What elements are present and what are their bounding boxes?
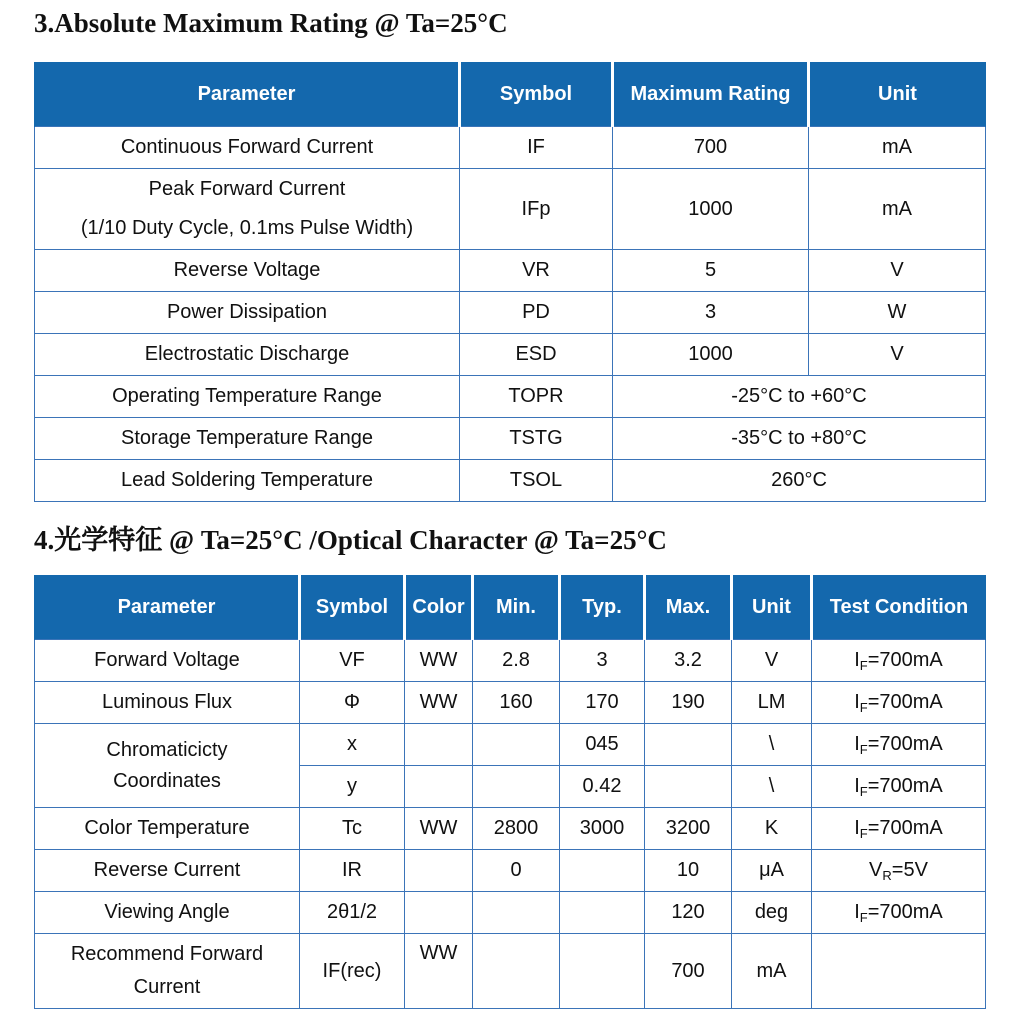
absolute-maximum-rating-table [34, 62, 986, 502]
unit-cell: \ [732, 766, 812, 808]
typ-cell [560, 934, 645, 1009]
typ-cell [560, 850, 645, 892]
parameter-cell: Reverse Voltage [35, 250, 460, 292]
column-header-symbol: Symbol [460, 63, 613, 127]
typ-cell: 3 [560, 640, 645, 682]
column-header-unit: Unit [809, 63, 986, 127]
parameter-cell: Color Temperature [35, 808, 300, 850]
table-row [35, 724, 986, 766]
rating-cell: 1000 [613, 169, 809, 250]
column-header-parameter: Parameter [35, 576, 300, 640]
test-condition-cell: $I_F=700mA$ [812, 724, 986, 766]
table-row [35, 418, 986, 460]
typ-cell: 3000 [560, 808, 645, 850]
rating-cell: 700 [613, 127, 809, 169]
parameter-line-2: Coordinates [113, 769, 221, 792]
symbol-cell: VF [300, 640, 405, 682]
table-row [35, 376, 986, 418]
table-header-row [35, 63, 986, 127]
test-condition-cell: $I_F=700mA$ [812, 640, 986, 682]
column-header-unit: Unit [732, 576, 812, 640]
rating-cell: 1000 [613, 334, 809, 376]
symbol-cell: 2θ1/2 [300, 892, 405, 934]
symbol-cell: IFp [460, 169, 613, 250]
parameter-line-1: Recommend Forward [70, 943, 264, 965]
table-row [35, 250, 986, 292]
table-row [35, 682, 986, 724]
parameter-cell: Continuous Forward Current [35, 127, 460, 169]
rating-cell: 3 [613, 292, 809, 334]
unit-cell: deg [732, 892, 812, 934]
parameter-cell [35, 724, 300, 808]
symbol-cell: TSOL [460, 460, 613, 502]
rating-cell: -25°C to +60°C [613, 376, 986, 418]
column-header-maximum-rating: Maximum Rating [613, 63, 809, 127]
parameter-cell [35, 169, 460, 250]
unit-cell: LM [732, 682, 812, 724]
unit-cell: μA [732, 850, 812, 892]
max-cell [645, 766, 732, 808]
table-row [35, 127, 986, 169]
color-cell: WW [405, 640, 473, 682]
min-cell [473, 892, 560, 934]
typ-cell: 0.42 [560, 766, 645, 808]
test-condition-cell: $I_F=700mA$ [812, 808, 986, 850]
symbol-cell: ESD [460, 334, 613, 376]
table-row [35, 892, 986, 934]
typ-cell: 045 [560, 724, 645, 766]
table-row [35, 169, 986, 250]
symbol-cell: Φ [300, 682, 405, 724]
max-cell [645, 724, 732, 766]
table-row [35, 934, 986, 1009]
color-cell [405, 892, 473, 934]
parameter-cell: Storage Temperature Range [35, 418, 460, 460]
symbol-cell: IR [300, 850, 405, 892]
color-cell [405, 766, 473, 808]
min-cell: 0 [473, 850, 560, 892]
optical-character-table [34, 575, 986, 1009]
color-cell [405, 850, 473, 892]
table-row [35, 292, 986, 334]
color-cell: WW [405, 934, 473, 1009]
color-cell: WW [405, 808, 473, 850]
parameter-line-2: (1/10 Duty Cycle, 0.1ms Pulse Width) [80, 217, 414, 239]
unit-cell: mA [732, 934, 812, 1009]
table-row [35, 808, 986, 850]
column-header-parameter: Parameter [35, 63, 460, 127]
test-condition-cell: $I_F=700mA$ [812, 892, 986, 934]
unit-cell: mA [809, 169, 986, 250]
max-cell: 120 [645, 892, 732, 934]
column-header-min: Min. [473, 576, 560, 640]
symbol-cell: Tc [300, 808, 405, 850]
table-row [35, 460, 986, 502]
parameter-cell: Power Dissipation [35, 292, 460, 334]
parameter-cell: Electrostatic Discharge [35, 334, 460, 376]
unit-cell: W [809, 292, 986, 334]
parameter-cell: Reverse Current [35, 850, 300, 892]
rating-cell: 260°C [613, 460, 986, 502]
symbol-cell: PD [460, 292, 613, 334]
parameter-cell: Lead Soldering Temperature [35, 460, 460, 502]
test-condition-cell: $I_F=700mA$ [812, 682, 986, 724]
rating-cell: 5 [613, 250, 809, 292]
unit-cell: V [809, 250, 986, 292]
typ-cell: 170 [560, 682, 645, 724]
rating-cell: -35°C to +80°C [613, 418, 986, 460]
column-header-test-condition: Test Condition [812, 576, 986, 640]
unit-cell: V [809, 334, 986, 376]
min-cell: 2800 [473, 808, 560, 850]
min-cell [473, 766, 560, 808]
column-header-typ: Typ. [560, 576, 645, 640]
parameter-cell: Luminous Flux [35, 682, 300, 724]
table-row [35, 640, 986, 682]
table-header-row [35, 576, 986, 640]
column-header-symbol: Symbol [300, 576, 405, 640]
symbol-cell: y [300, 766, 405, 808]
color-cell: WW [405, 682, 473, 724]
test-condition-cell: $V_R=5V$ [812, 850, 986, 892]
symbol-cell: VR [460, 250, 613, 292]
column-header-color: Color [405, 576, 473, 640]
parameter-line-2: Current [133, 976, 201, 998]
test-condition-cell [812, 934, 986, 1009]
unit-cell: mA [809, 127, 986, 169]
max-cell: 700 [645, 934, 732, 1009]
symbol-cell: TOPR [460, 376, 613, 418]
column-header-max: Max. [645, 576, 732, 640]
max-cell: 190 [645, 682, 732, 724]
unit-cell: \ [732, 724, 812, 766]
parameter-cell: Viewing Angle [35, 892, 300, 934]
parameter-line-1: Peak Forward Current [148, 178, 346, 200]
test-condition-cell: $I_F=700mA$ [812, 766, 986, 808]
color-cell [405, 724, 473, 766]
symbol-cell: IF(rec) [300, 934, 405, 1009]
parameter-cell: Forward Voltage [35, 640, 300, 682]
symbol-cell: x [300, 724, 405, 766]
parameter-cell: Operating Temperature Range [35, 376, 460, 418]
table-row [35, 850, 986, 892]
min-cell: 160 [473, 682, 560, 724]
section-4-title: 4.光学特征 @ Ta=25°C /Optical Character @ Ta=25°C [34, 525, 667, 555]
min-cell: 2.8 [473, 640, 560, 682]
table-row [35, 334, 986, 376]
symbol-cell: IF [460, 127, 613, 169]
max-cell: 3.2 [645, 640, 732, 682]
unit-cell: K [732, 808, 812, 850]
max-cell: 3200 [645, 808, 732, 850]
typ-cell [560, 892, 645, 934]
parameter-line-1: Chromaticicty [106, 738, 228, 761]
section-3-title: 3.Absolute Maximum Rating @ Ta=25°C [34, 8, 508, 38]
max-cell: 10 [645, 850, 732, 892]
min-cell [473, 724, 560, 766]
symbol-cell: TSTG [460, 418, 613, 460]
unit-cell: V [732, 640, 812, 682]
parameter-cell [35, 934, 300, 1009]
min-cell [473, 934, 560, 1009]
